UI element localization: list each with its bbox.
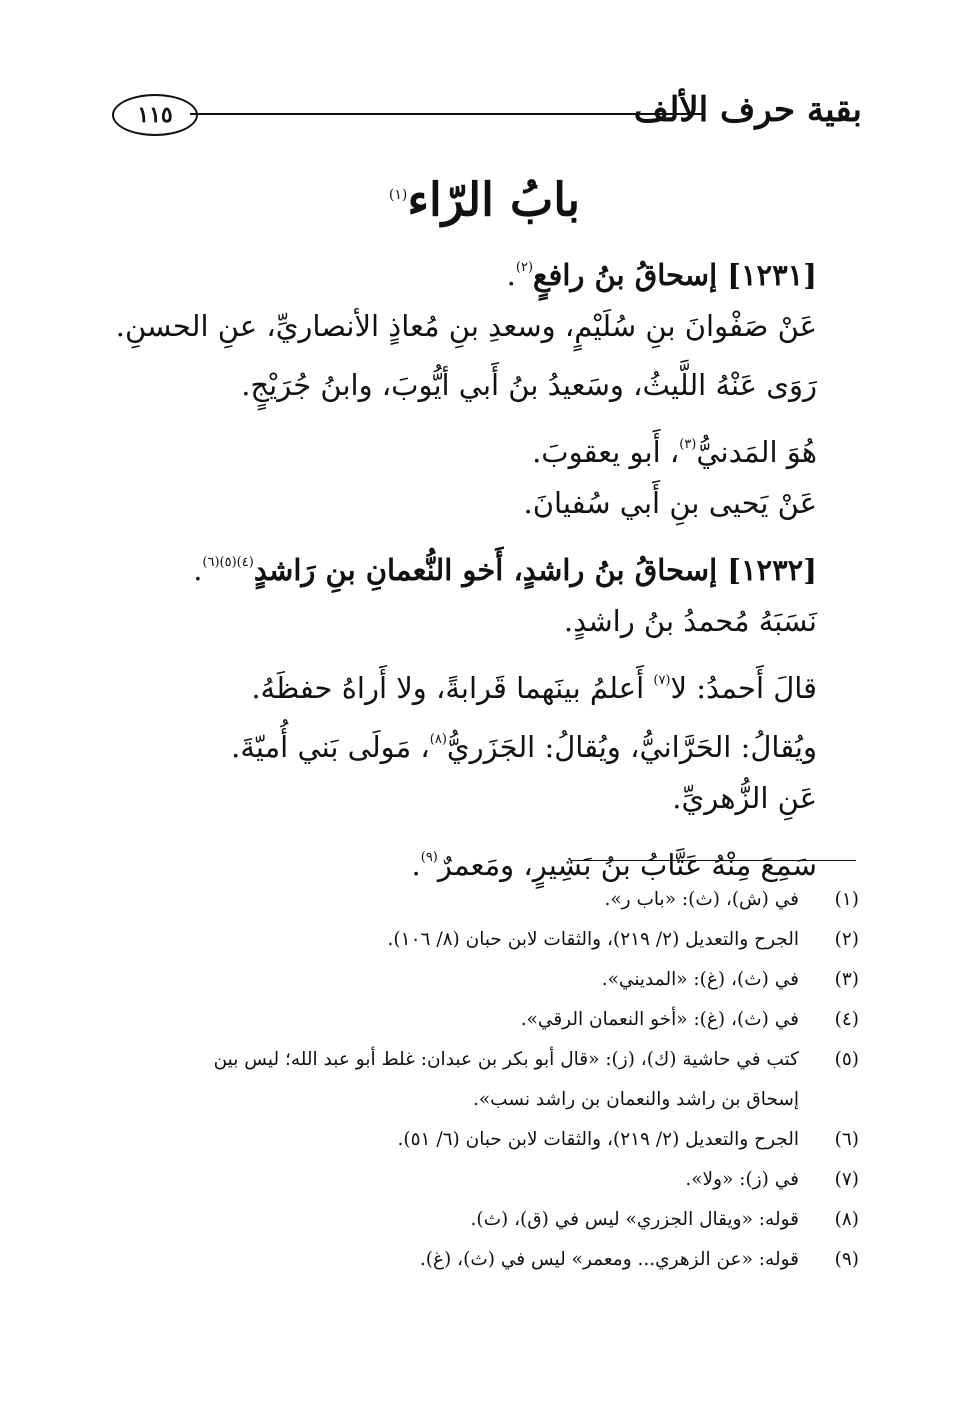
footnote-text: قوله: «عن الزهري... ومعمر» ليس في (ث)، (غ). bbox=[419, 1249, 799, 1270]
footnote-number: (٩) bbox=[834, 1249, 859, 1270]
text-line: عَنِ الزُّهريِّ. bbox=[672, 781, 817, 815]
text-line bbox=[117, 710, 817, 769]
footnote-number: (٤) bbox=[834, 1009, 859, 1030]
footnote-number: (٢) bbox=[834, 929, 859, 950]
line-tail: . bbox=[193, 553, 203, 587]
footnote-text: في (ث)، (غ): «أخو النعمان الرقي». bbox=[520, 1009, 799, 1030]
footnote-number: (٣) bbox=[834, 969, 859, 990]
footnote-number: (٧) bbox=[834, 1169, 859, 1190]
line-head: سَمِعَ مِنْهُ عَتَّابُ بنُ بَشِيرٍ، ومَعمرٌ bbox=[437, 848, 817, 882]
footnote bbox=[114, 880, 859, 920]
footnote-text: الجرح والتعديل (٢/ ٢١٩)، والثقات لابن حبان (٨/ ١٠٦). bbox=[387, 929, 799, 950]
footnote bbox=[114, 920, 859, 960]
text-line bbox=[117, 651, 817, 710]
footnote-text: في (ش)، (ث): «باب ر». bbox=[604, 889, 799, 910]
line-tail: أَعلمُ بينَهما قَرابةً، ولا أَراهُ حفظَهُ. bbox=[251, 671, 654, 705]
footnote-text: في (ز): «ولا». bbox=[685, 1169, 799, 1190]
chapter-title-text: بابُ الرّاء bbox=[407, 172, 581, 227]
footnote-number: (١) bbox=[834, 889, 859, 910]
footnote-ref: (١) bbox=[388, 187, 408, 203]
text-line: رَوَى عَنْهُ اللَّيثُ، وسَعيدُ بنُ أَبي أيُّوبَ، وابنُ جُرَيْجٍ. bbox=[241, 368, 817, 402]
footnote-ref: (٢) bbox=[515, 260, 534, 275]
line-tail: . bbox=[411, 848, 421, 882]
footnote-ref: (٨) bbox=[429, 732, 447, 747]
footnote bbox=[114, 1200, 859, 1240]
footnote bbox=[114, 1240, 859, 1280]
text-line: عَنْ صَفْوانَ بنِ سُلَيْمٍ، وسعدِ بنِ مُعاذٍ الأنصاريِّ، عنِ الحسنِ. bbox=[115, 309, 817, 343]
page-number: ١١٥ bbox=[112, 94, 198, 136]
footnote-ref: (٩) bbox=[420, 850, 438, 865]
text-line bbox=[117, 415, 817, 474]
main-text bbox=[117, 238, 817, 887]
footnote-number: (٨) bbox=[834, 1209, 859, 1230]
entry-heading: [١٢٣٢] إسحاقُ بنُ راشدٍ، أَخو النُّعمانِ بنِ رَاشدٍ bbox=[253, 553, 817, 587]
line-head: هُوَ المَدنيُّ bbox=[696, 435, 817, 469]
line-head: ويُقالُ: الحَرَّانيُّ، ويُقالُ: الجَزَريُّ bbox=[446, 730, 817, 764]
header-rule bbox=[190, 113, 702, 115]
footnote-number: (٦) bbox=[834, 1129, 859, 1150]
entry-heading-1232 bbox=[117, 533, 817, 592]
footnote-number: (٥) bbox=[834, 1049, 859, 1070]
footnote bbox=[114, 1160, 859, 1200]
running-title: بقية حرف الألف bbox=[633, 90, 862, 130]
line-tail: . bbox=[506, 258, 516, 292]
footnote-text: قوله: «ويقال الجزري» ليس في (ق)، (ث). bbox=[470, 1209, 799, 1230]
footnote-text: الجرح والتعديل (٢/ ٢١٩)، والثقات لابن حبان (٦/ ٥١). bbox=[397, 1129, 799, 1150]
line-tail: ، مَولَى بَني أُميّةَ. bbox=[231, 730, 430, 764]
text-line: نَسَبَهُ مُحمدُ بنُ راشدٍ. bbox=[563, 604, 817, 638]
footnote-ref: (٣) bbox=[679, 437, 697, 452]
entry-heading-1231 bbox=[117, 238, 817, 297]
footnotes bbox=[114, 880, 859, 1280]
footnote bbox=[114, 1000, 859, 1040]
footnote bbox=[114, 960, 859, 1000]
footnote-separator bbox=[570, 860, 856, 861]
footnote-ref: (٧) bbox=[653, 673, 671, 688]
line-head: قالَ أَحمدُ: لا bbox=[670, 671, 817, 705]
footnote bbox=[114, 1120, 859, 1160]
entry-heading: [١٢٣١] إسحاقُ بنُ رافعٍ bbox=[533, 258, 817, 292]
footnote bbox=[114, 1040, 859, 1120]
text-line: عَنْ يَحيى بنِ أَبي سُفيانَ. bbox=[523, 486, 817, 520]
running-header bbox=[112, 88, 862, 144]
chapter-title bbox=[0, 160, 969, 234]
footnote-text: في (ث)، (غ): «المديني». bbox=[601, 969, 799, 990]
footnote-text: كتب في حاشية (ك)، (ز): «قال أبو بكر بن عبدان: غلط أبو عبد الله؛ ليس بين إسحاق بن راشد والنعمان بن راشد نسب». bbox=[213, 1049, 799, 1110]
line-tail: ، أَبو يعقوبَ. bbox=[532, 435, 680, 469]
footnote-ref: (٤)(٥)(٦) bbox=[202, 555, 254, 570]
text-line bbox=[117, 828, 817, 887]
